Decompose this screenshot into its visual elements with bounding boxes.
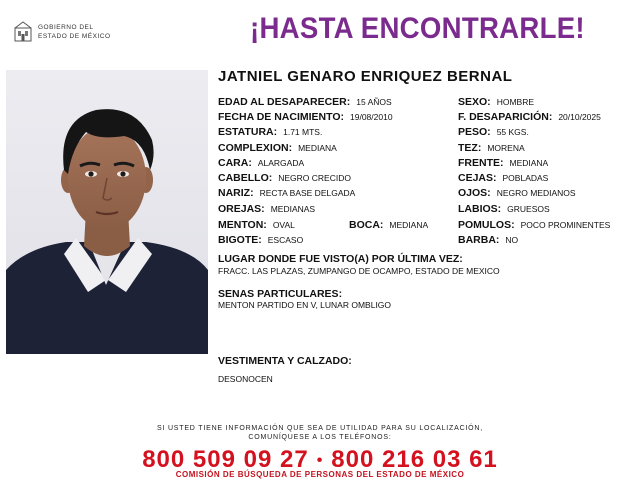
bigote-value: ESCASO: [267, 235, 304, 245]
person-photo: [6, 70, 208, 354]
field-orejas: [218, 203, 315, 215]
barba-label: BARBA:: [458, 234, 500, 246]
field-boca: [349, 219, 428, 231]
cabello-value: NEGRO CRECIDO: [278, 173, 351, 183]
field-bigote: [218, 234, 303, 246]
ojos-value: NEGRO MEDIANOS: [496, 188, 576, 198]
lugar-value: FRACC. LAS PLAZAS, ZUMPANGO DE OCAMPO, ESTADO DE MEXICO: [218, 266, 500, 276]
state-emblem-icon: [12, 20, 34, 44]
edad-label: EDAD AL DESAPARECER:: [218, 96, 351, 108]
phone-number-2[interactable]: 800 216 03 61: [331, 446, 498, 473]
frente-value: MEDIANA: [509, 158, 549, 168]
cabello-label: CABELLO:: [218, 172, 273, 184]
field-complexion: [218, 142, 337, 154]
sexo-label: SEXO:: [458, 96, 491, 108]
sexo-value: HOMBRE: [496, 97, 534, 107]
phone-separator: •: [316, 451, 324, 469]
tez-value: MORENA: [487, 143, 525, 153]
complexion-value: MEDIANA: [298, 143, 337, 153]
ojos-label: OJOS:: [458, 187, 491, 199]
vestimenta-value: DESONOCEN: [218, 374, 273, 384]
field-cejas: [458, 172, 548, 184]
peso-value: 55 KGS.: [496, 127, 529, 137]
complexion-label: COMPLEXION:: [218, 142, 293, 154]
headline: ¡HASTA ENCONTRARLE!: [250, 12, 585, 45]
labios-value: GRUESOS: [507, 204, 550, 214]
field-pomulos: [458, 219, 610, 231]
orejas-value: MEDIANAS: [270, 204, 316, 214]
field-f-desaparicion: [458, 111, 601, 123]
field-fecha-nacimiento: [218, 111, 393, 123]
lugar-label: LUGAR DONDE FUE VISTO(A) POR ÚLTIMA VEZ:: [218, 253, 463, 265]
commission-name: COMISIÓN DE BÚSQUEDA DE PERSONAS DEL ESTADO DE MÉXICO: [175, 470, 465, 479]
peso-label: PESO:: [458, 126, 491, 138]
boca-value: MEDIANA: [389, 220, 429, 230]
barba-value: NO: [505, 235, 519, 245]
fecha-nac-label: FECHA DE NACIMIENTO:: [218, 111, 344, 123]
menton-value: OVAL: [272, 220, 295, 230]
field-menton: [218, 219, 295, 231]
nariz-value: RECTA BASE DELGADA: [259, 188, 356, 198]
government-logo: [12, 20, 122, 46]
orejas-label: OREJAS:: [218, 203, 265, 215]
pomulos-value: POCO PROMINENTES: [520, 220, 611, 230]
logo-line-1: GOBIERNO DEL: [38, 24, 94, 31]
boca-label: BOCA:: [349, 219, 384, 231]
cara-label: CARA:: [218, 157, 252, 169]
field-frente: [458, 157, 548, 169]
nariz-label: NARIZ:: [218, 187, 254, 199]
bigote-label: BIGOTE:: [218, 234, 262, 246]
f-desap-value: 20/10/2025: [558, 112, 601, 122]
contact-note-line-2: COMUNÍQUESE A LOS TELÉFONOS:: [248, 434, 392, 441]
cejas-label: CEJAS:: [458, 172, 497, 184]
field-sexo: [458, 96, 534, 108]
field-nariz: [218, 187, 355, 199]
logo-line-2: ESTADO DE MÉXICO: [38, 33, 111, 40]
pomulos-label: POMULOS:: [458, 219, 515, 231]
estatura-label: ESTATURA:: [218, 126, 278, 138]
field-labios: [458, 203, 550, 215]
frente-label: FRENTE:: [458, 157, 504, 169]
cara-value: ALARGADA: [257, 158, 305, 168]
menton-label: MENTON:: [218, 219, 267, 231]
phone-number-1[interactable]: 800 509 09 27: [142, 446, 309, 473]
person-name: JATNIEL GENARO ENRIQUEZ BERNAL: [218, 68, 513, 85]
field-estatura: [218, 126, 322, 138]
tez-label: TEZ:: [458, 142, 482, 154]
contact-note-line-1: SI USTED TIENE INFORMACIÓN QUE SEA DE UTILIDAD PARA SU LOCALIZACIÓN,: [156, 425, 484, 432]
estatura-value: 1.71 MTS.: [283, 127, 323, 137]
field-cabello: [218, 172, 351, 184]
field-ojos: [458, 187, 576, 199]
senas-value: MENTON PARTIDO EN V, LUNAR OMBLIGO: [218, 300, 392, 310]
field-tez: [458, 142, 525, 154]
labios-label: LABIOS:: [458, 203, 502, 215]
senas-label: SENAS PARTICULARES:: [218, 288, 343, 300]
field-barba: [458, 234, 518, 246]
f-desap-label: F. DESAPARICIÓN:: [458, 111, 553, 123]
field-edad: [218, 96, 392, 108]
field-peso: [458, 126, 529, 138]
cejas-value: POBLADAS: [502, 173, 549, 183]
field-cara: [218, 157, 304, 169]
edad-value: 15 AÑOS: [356, 97, 392, 107]
vestimenta-label: VESTIMENTA Y CALZADO:: [218, 355, 352, 367]
fecha-nac-value: 19/08/2010: [350, 112, 393, 122]
